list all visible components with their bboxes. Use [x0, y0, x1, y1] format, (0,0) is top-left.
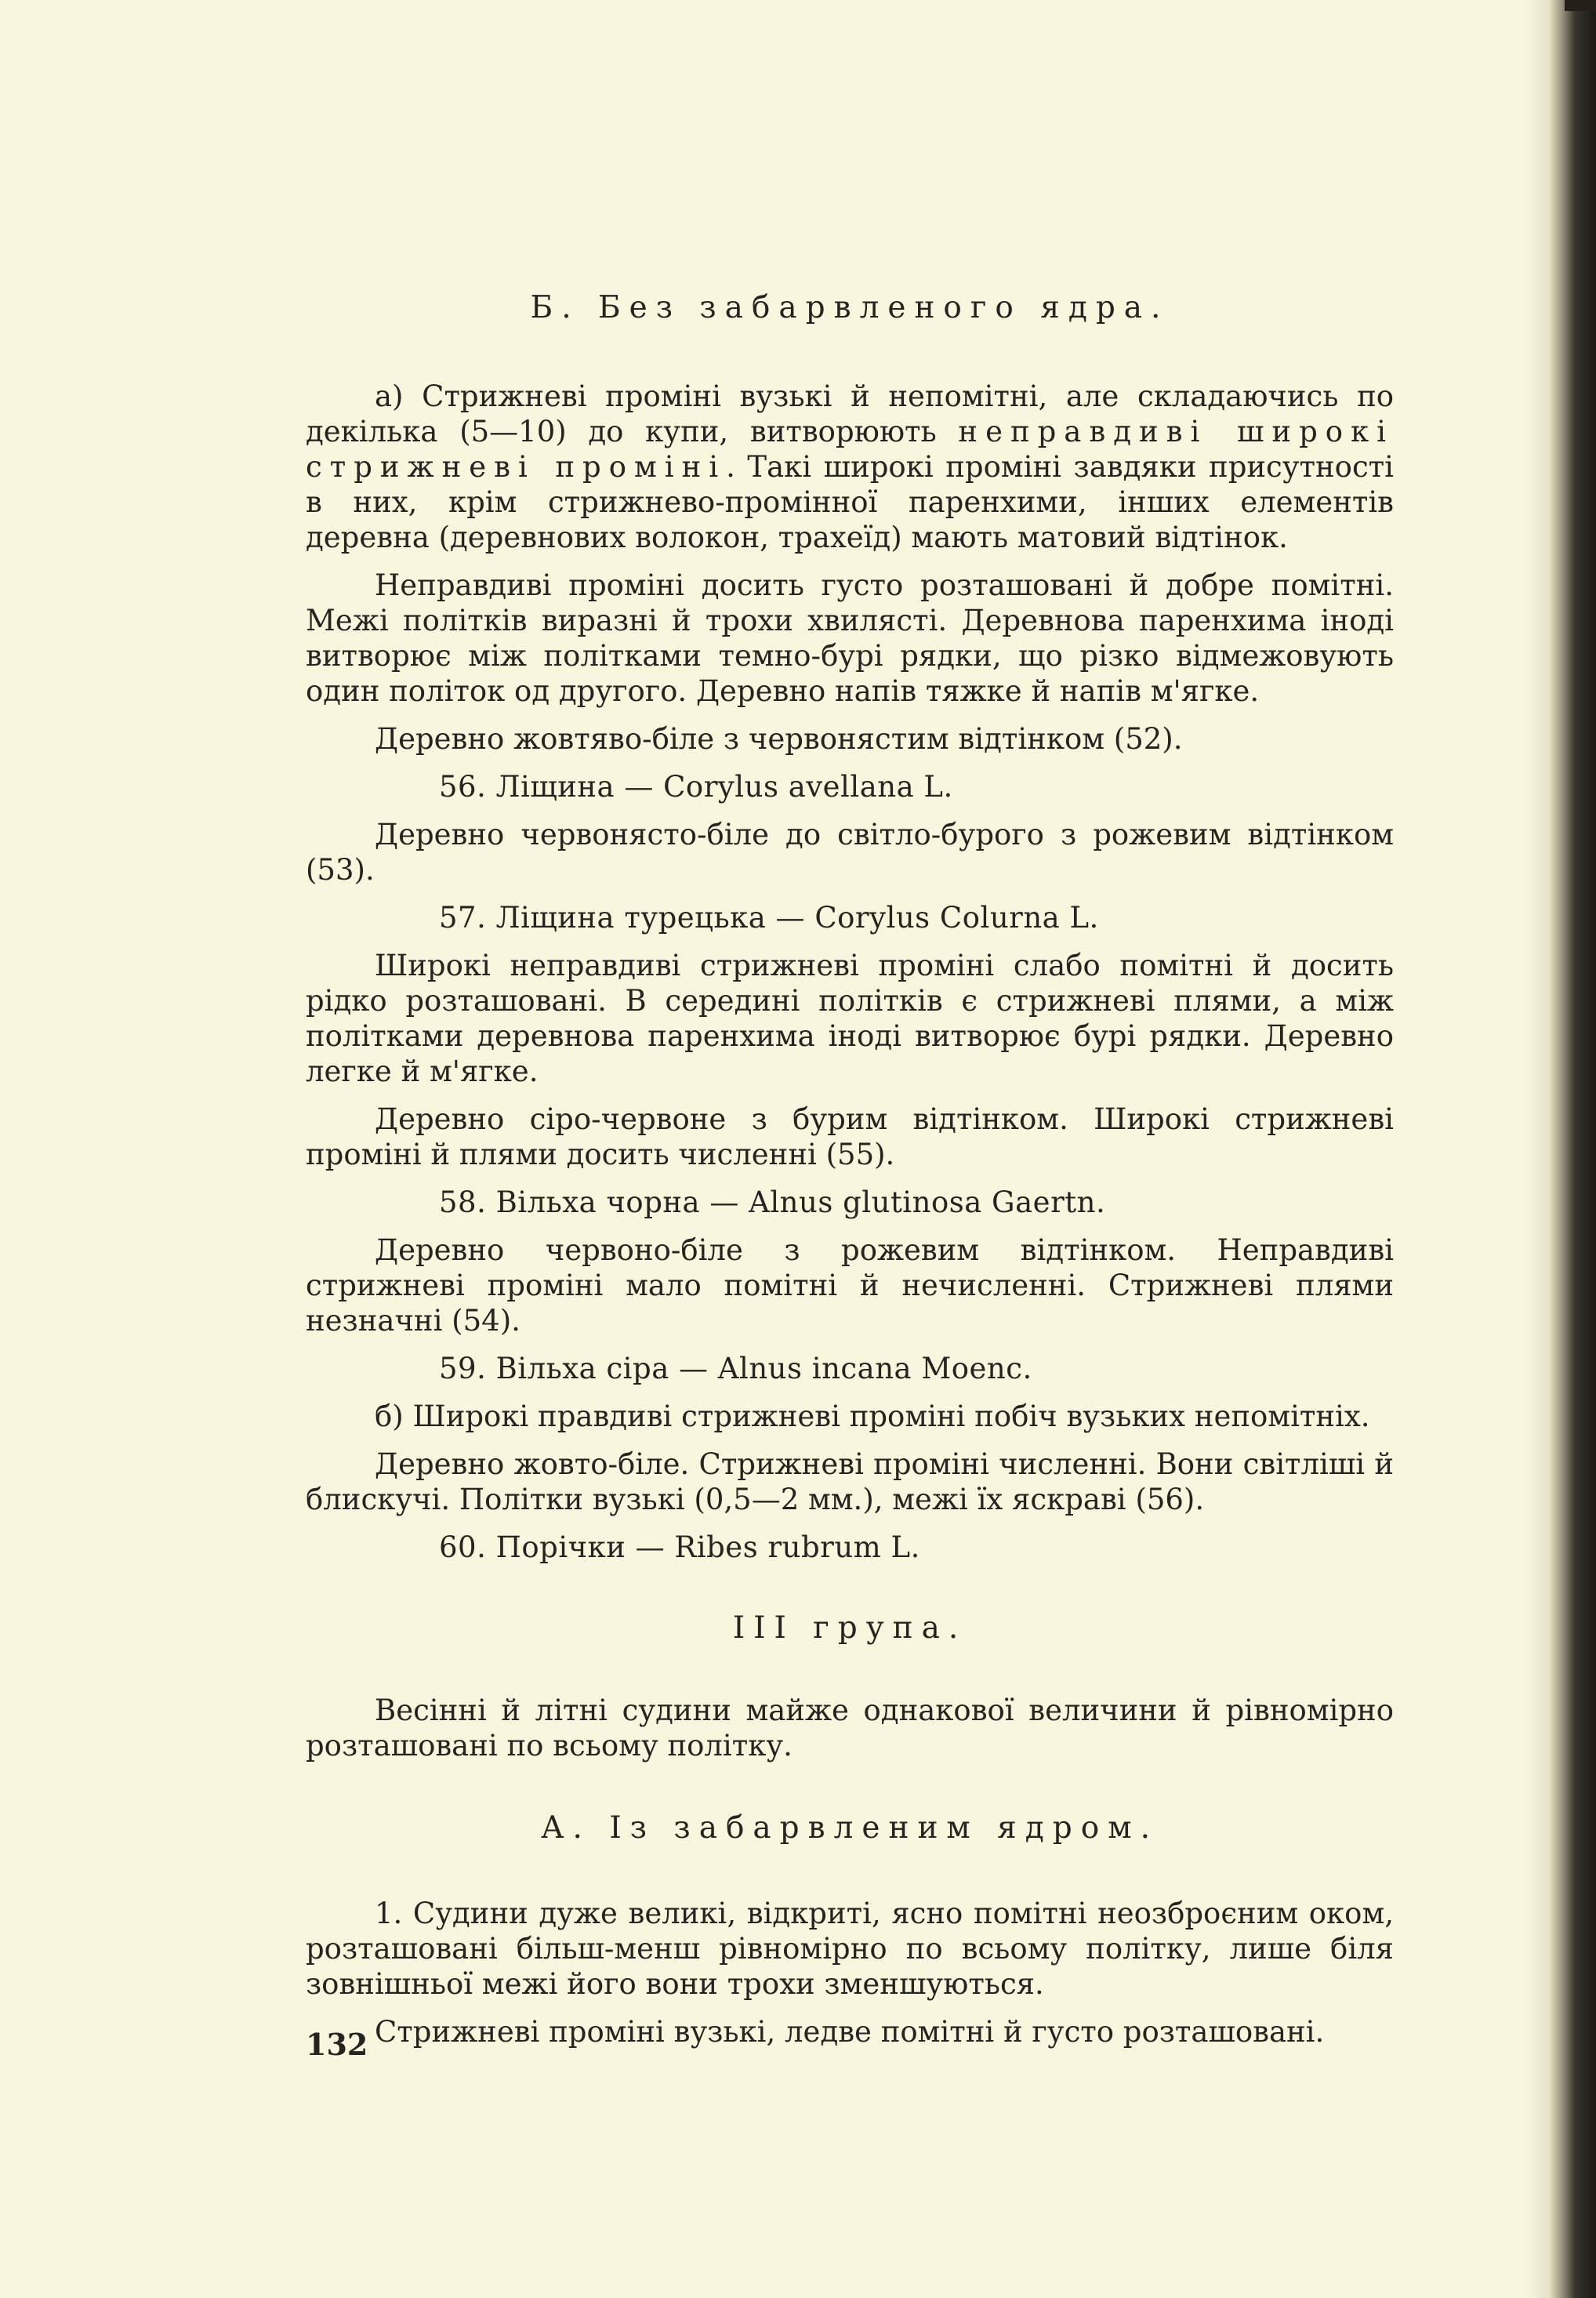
paragraph-a-intro: а) Стрижневі проміні вузькі й непомітні, але складаючись по декілька (5—10) до купи, витворюють: [306, 379, 1394, 448]
paragraph-a-rest: . Такі широкі проміні завдяки присутності в них, крім стрижнево-промінної паренхими, інших елементів деревна (деревнових волокон, трахеїд) мають матовий відтінок.: [306, 450, 1394, 554]
paragraph-a: [306, 379, 1394, 555]
paragraph: Широкі неправдиві стрижневі проміні слабо помітні й досить рідко розташовані. В середині політків є стрижневі плями, а між політками деревнова паренхима іноді витворює бурі рядки. Деревно легке й м'ягке.: [306, 949, 1394, 1088]
page-number: 132: [306, 2027, 368, 2062]
paragraph: Стрижневі проміні вузькі, ледве помітні й густо розташовані.: [375, 2015, 1325, 2049]
paragraph: 1. Судини дуже великі, відкриті, ясно помітні неозброєним оком, розташовані більш-менш рівномірно по всьому політку, лише біля зовнішньої межі його вони трохи зменшуються.: [306, 1897, 1394, 2001]
group-heading: III група.: [732, 1610, 967, 1646]
species-entry: 58. Вільха чорна — Alnus glutinosa Gaertn.: [439, 1185, 1106, 1219]
species-entry: 60. Порічки — Ribes rubrum L.: [439, 1530, 920, 1564]
paragraph-a-emphasis: неправдиві широкі стрижневі проміні: [306, 415, 1395, 484]
section-heading-a: А. Із забарвленим ядром.: [541, 1810, 1159, 1846]
paragraph: Деревно жовто-біле. Стрижневі проміні численні. Вони світліші й блискучі. Політки вузькі (0,5—2 мм.), межі їх яскраві (56).: [306, 1447, 1394, 1516]
page-gutter-shadow: [1525, 0, 1549, 2298]
species-entry: 56. Ліщина — Corylus avellana L.: [439, 770, 953, 804]
section-heading-b: Б. Без забарвленого ядра.: [530, 290, 1170, 325]
paragraph: Деревно червонясто-біле до світло-бурого з рожевим відтінком (53).: [306, 818, 1394, 887]
species-entry: 59. Вільха сіра — Alnus incana Moenc.: [439, 1352, 1032, 1385]
page-edge: [1549, 0, 1596, 2298]
paragraph: Деревно жовтяво-біле з червонястим відтінком (52).: [375, 722, 1183, 756]
paragraph: Неправдиві проміні досить густо розташовані й добре помітні. Межі політків виразні й трохи хвилясті. Деревнова паренхима іноді витворює між політками темно-бурі рядки, що різко відмежовують один політок од другого. Деревно напів тяжке й напів м'ягке.: [306, 568, 1394, 708]
paragraph: Деревно червоно-біле з рожевим відтінком. Неправдиві стрижневі проміні мало помітні й нечисленні. Стрижневі плями незначні (54).: [306, 1233, 1394, 1338]
page-text: [306, 290, 1394, 2062]
group-intro: Весінні й літні судини майже однакової величини й рівномірно розташовані по всьому політку.: [306, 1694, 1394, 1763]
paragraph: Деревно сіро-червоне з бурим відтінком. Широкі стрижневі проміні й плями досить численні (55).: [306, 1102, 1394, 1171]
species-entry: 57. Ліщина турецька — Corylus Colurna L.: [439, 901, 1099, 935]
page-edge-corner: [1565, 0, 1596, 11]
paragraph: б) Широкі правдиві стрижневі проміні побіч вузьких непомітніх.: [375, 1399, 1370, 1433]
